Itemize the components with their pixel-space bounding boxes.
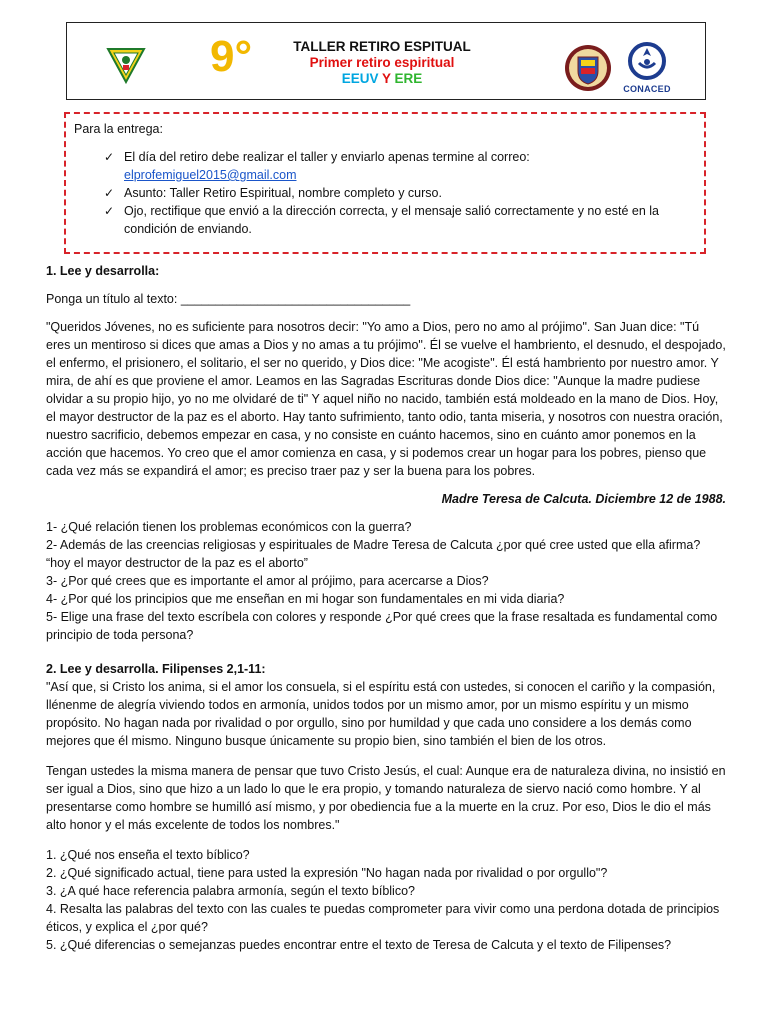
area-ere: ERE xyxy=(394,71,423,86)
question: 1. ¿Qué nos enseña el texto bíblico? xyxy=(46,848,250,862)
email-link[interactable]: elprofemiguel2015@gmail.com xyxy=(124,168,297,182)
delivery-item xyxy=(104,184,694,202)
checkmark-icon: ✓ xyxy=(104,204,115,218)
delivery-item xyxy=(104,148,694,184)
institution-seal-icon xyxy=(563,43,613,93)
title-prompt: Ponga un título al texto: _________________________________ xyxy=(46,292,411,306)
header-title-block xyxy=(267,39,497,87)
teresa-quote: "Queridos Jóvenes, no es suficiente para nosotros decir: "Yo amo a Dios, pero no amo al prójimo". San Juan dice: "Tú eres un mentiroso si dices que amas a Dios y no amas a tu prójimo". Él se vuelve el hambriento, el desnudo, el despojado, el enfermo, el prisionero, el solitario, el ser no querido, y Dios dice: "Me acogiste". Él está hambriento por nuestro amor. Y mira, de ahí es que proviene el amor. Leamos en las Sagradas Escrituras donde Dios dice: "Aunque la madre pudiese olvidar a su propio hijo, yo no me olvidaré de ti" Y aquel niño no nacido, también está moldeado en la mano de Dios. Hoy, el mayor destructor de la paz es el aborto. Hay tanto sufrimiento, tanto odio, tanta miseria, y nosotros con nuestra oración, nuestro sacrificio, debemos empezar en casa, y no consiste en cuánto hacemos, sino en cuánto amor ponemos en la acción que hacemos. Yo creo que el amor comienza en casa, y si podemos crear un hogar para los pobres, pienso que cada vez más se expandirá el amor; es preciso traer paz y ser la buena para los pobres. xyxy=(46,320,726,478)
question: 4- ¿Por qué los principios que me enseñan en mi hogar son fundamentales en mi vida diaria? xyxy=(46,592,565,606)
workshop-areas xyxy=(267,71,497,87)
section1-heading: 1. Lee y desarrolla: xyxy=(46,264,160,278)
area-eeuv: EEUV xyxy=(341,71,379,86)
conaced-logo xyxy=(619,41,675,97)
workshop-title: TALLER RETIRO ESPITUAL xyxy=(293,39,471,54)
checkmark-icon: ✓ xyxy=(104,186,115,200)
delivery-item-text: El día del retiro debe realizar el taller y enviarlo apenas termine al correo: xyxy=(124,150,530,164)
quote-signature: Madre Teresa de Calcuta. Diciembre 12 de 1988. xyxy=(441,492,726,506)
delivery-item xyxy=(104,202,694,238)
question-continuation: “hoy el mayor destructor de la paz es el aborto” xyxy=(46,556,308,570)
delivery-instructions-box xyxy=(64,112,706,254)
question: 2. ¿Qué significado actual, tiene para usted la expresión "No hagan nada por rivalidad o por orgullo"? xyxy=(46,866,608,880)
conaced-emblem-icon xyxy=(625,41,669,83)
workshop-subtitle: Primer retiro espiritual xyxy=(309,55,455,70)
question: 3. ¿A qué hace referencia palabra armonía, según el texto bíblico? xyxy=(46,884,415,898)
grade-number: 9° xyxy=(210,32,253,81)
delivery-item-text: Ojo, rectifique que envió a la dirección correcta, y el mensaje salió correctamente y no esté en la condición de enviando. xyxy=(124,204,659,236)
philippians-paragraph-2: Tengan ustedes la misma manera de pensar que tuvo Cristo Jesús, el cual: Aunque era de naturaleza divina, no insistió en ser igual a Dios, sino que hizo a un lado lo que le era propio, y tomando naturaleza de siervo nació como hombre. Y al presentarse como hombre se humilló así mismo, y por obediencia fue a la muerte en la cruz. Por eso, Dios le dio el más alto honor y el más excelente de todos los nombres." xyxy=(46,764,726,832)
section2-heading: 2. Lee y desarrolla. Filipenses 2,1-11: xyxy=(46,662,266,676)
school-shield-icon xyxy=(105,45,147,85)
question: 5- Elige una frase del texto escríbela con colores y responde ¿Por qué crees que la frase resaltada es fundamental como principio de toda persona? xyxy=(46,610,718,642)
section2-questions xyxy=(46,846,726,954)
document-body xyxy=(46,262,726,954)
area-conjunction: Y xyxy=(381,71,391,86)
checkmark-icon: ✓ xyxy=(104,150,115,164)
question: 1- ¿Qué relación tienen los problemas económicos con la guerra? xyxy=(46,520,412,534)
question: 4. Resalta las palabras del texto con las cuales te puedas comprometer para vivir como una perdona dotada de principios éticos, y explica el ¿por qué? xyxy=(46,902,720,934)
question: 2- Además de las creencias religiosas y espirituales de Madre Teresa de Calcuta ¿por qué cree usted que ella afirma? xyxy=(46,538,701,552)
philippians-paragraph-1: "Así que, si Cristo los anima, si el amor los consuela, si el espíritu está con ustedes, si conocen el cariño y la compasión, llénenme de alegría viviendo todos en armonía, unidos todos por un mismo amor, por un mismo espíritu y un mismo propósito. No hagan nada por rivalidad o por orgullo, sino por humildad y que cada uno considere a los demás como mejores que él mismo. Ninguno busque únicamente su propio bien, sino también el bien de los otros. xyxy=(46,680,716,748)
question: 3- ¿Por qué crees que es importante el amor al prójimo, para acercarse a Dios? xyxy=(46,574,489,588)
section1-questions xyxy=(46,518,726,644)
conaced-logo-text: CONACED xyxy=(623,84,671,94)
delivery-item-text: Asunto: Taller Retiro Espiritual, nombre completo y curso. xyxy=(124,186,442,200)
question: 5. ¿Qué diferencias o semejanzas puedes encontrar entre el texto de Teresa de Calcuta y el texto de Filipenses? xyxy=(46,938,672,952)
document-header xyxy=(66,22,706,100)
delivery-list xyxy=(74,148,694,238)
delivery-lead: Para la entrega: xyxy=(74,122,163,136)
